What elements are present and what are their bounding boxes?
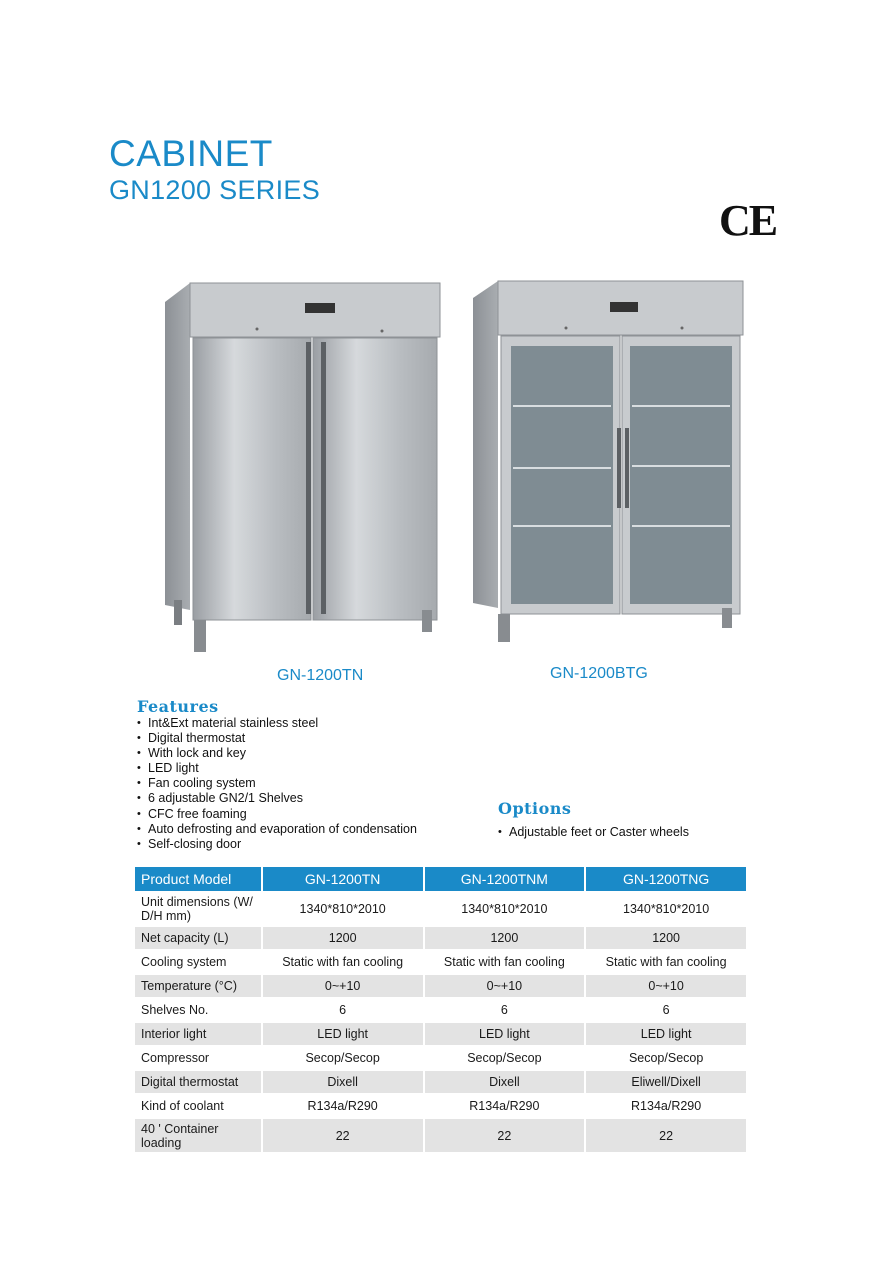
table-cell: R134a/R290: [425, 1093, 587, 1117]
column-header: Product Model: [135, 867, 263, 891]
table-row: [135, 973, 746, 997]
feature-item: • Fan cooling system: [136, 776, 417, 791]
row-label: Digital thermostat: [135, 1069, 263, 1093]
feature-item: • 6 adjustable GN2/1 Shelves: [136, 791, 417, 806]
column-header: GN-1200TNM: [425, 867, 587, 891]
row-label: Interior light: [135, 1021, 263, 1045]
table-cell: 6: [263, 997, 425, 1021]
table-cell: Secop/Secop: [586, 1045, 746, 1069]
row-label: Unit dimensions (W/ D/H mm): [135, 891, 263, 925]
table-row: [135, 1069, 746, 1093]
table-cell: 6: [425, 997, 587, 1021]
table-cell: Static with fan cooling: [586, 949, 746, 973]
page-subtitle: GN1200 SERIES: [109, 175, 321, 205]
table-cell: Static with fan cooling: [425, 949, 587, 973]
table-cell: 0~+10: [425, 973, 587, 997]
table-cell: Static with fan cooling: [263, 949, 425, 973]
table-row: [135, 1117, 746, 1152]
column-header: GN-1200TNG: [586, 867, 746, 891]
feature-item: • CFC free foaming: [136, 807, 417, 822]
options-list: [497, 825, 689, 840]
feature-item: • Int&Ext material stainless steel: [136, 716, 417, 731]
table-row: [135, 997, 746, 1021]
table-cell: LED light: [586, 1021, 746, 1045]
table-cell: 0~+10: [263, 973, 425, 997]
table-cell: 0~+10: [586, 973, 746, 997]
table-cell: Secop/Secop: [425, 1045, 587, 1069]
table-cell: 1340*810*2010: [425, 891, 587, 925]
table-cell: 1200: [263, 925, 425, 949]
table-cell: R134a/R290: [586, 1093, 746, 1117]
feature-item: • LED light: [136, 761, 417, 776]
table-cell: LED light: [263, 1021, 425, 1045]
table-header-row: [135, 867, 746, 891]
row-label: Temperature (°C): [135, 973, 263, 997]
feature-item: • With lock and key: [136, 746, 417, 761]
table-cell: 22: [263, 1117, 425, 1152]
table-row: [135, 949, 746, 973]
feature-item: • Digital thermostat: [136, 731, 417, 746]
feature-item: • Self-closing door: [136, 837, 417, 852]
table-cell: 22: [586, 1117, 746, 1152]
row-label: Compressor: [135, 1045, 263, 1069]
features-heading: Features: [137, 697, 219, 716]
table-row: [135, 1045, 746, 1069]
table-cell: Secop/Secop: [263, 1045, 425, 1069]
product-caption: GN-1200TN: [277, 667, 364, 684]
feature-item: • Auto defrosting and evaporation of condensation: [136, 822, 417, 837]
table-cell: Eliwell/Dixell: [586, 1069, 746, 1093]
column-header: GN-1200TN: [263, 867, 425, 891]
product-caption: GN-1200BTG: [550, 665, 648, 682]
row-label: Net capacity (L): [135, 925, 263, 949]
features-list: [136, 716, 417, 852]
table-cell: Dixell: [263, 1069, 425, 1093]
table-cell: 1340*810*2010: [586, 891, 746, 925]
cabinet-solid-door-image: [160, 280, 445, 655]
ce-mark: CE: [719, 196, 777, 245]
table-cell: 22: [425, 1117, 587, 1152]
table-cell: 6: [586, 997, 746, 1021]
table-cell: Dixell: [425, 1069, 587, 1093]
spec-table: [135, 867, 746, 1152]
table-cell: 1200: [425, 925, 587, 949]
table-cell: LED light: [425, 1021, 587, 1045]
table-row: [135, 1021, 746, 1045]
option-item: • Adjustable feet or Caster wheels: [497, 825, 689, 840]
row-label: 40 ' Container loading: [135, 1117, 263, 1152]
page-title: CABINET: [109, 133, 273, 174]
table-cell: R134a/R290: [263, 1093, 425, 1117]
table-row: [135, 891, 746, 925]
options-heading: Options: [498, 799, 572, 818]
table-row: [135, 1093, 746, 1117]
row-label: Kind of coolant: [135, 1093, 263, 1117]
cabinet-glass-door-image: [468, 278, 748, 646]
row-label: Cooling system: [135, 949, 263, 973]
table-cell: 1200: [586, 925, 746, 949]
table-cell: 1340*810*2010: [263, 891, 425, 925]
table-row: [135, 925, 746, 949]
row-label: Shelves No.: [135, 997, 263, 1021]
